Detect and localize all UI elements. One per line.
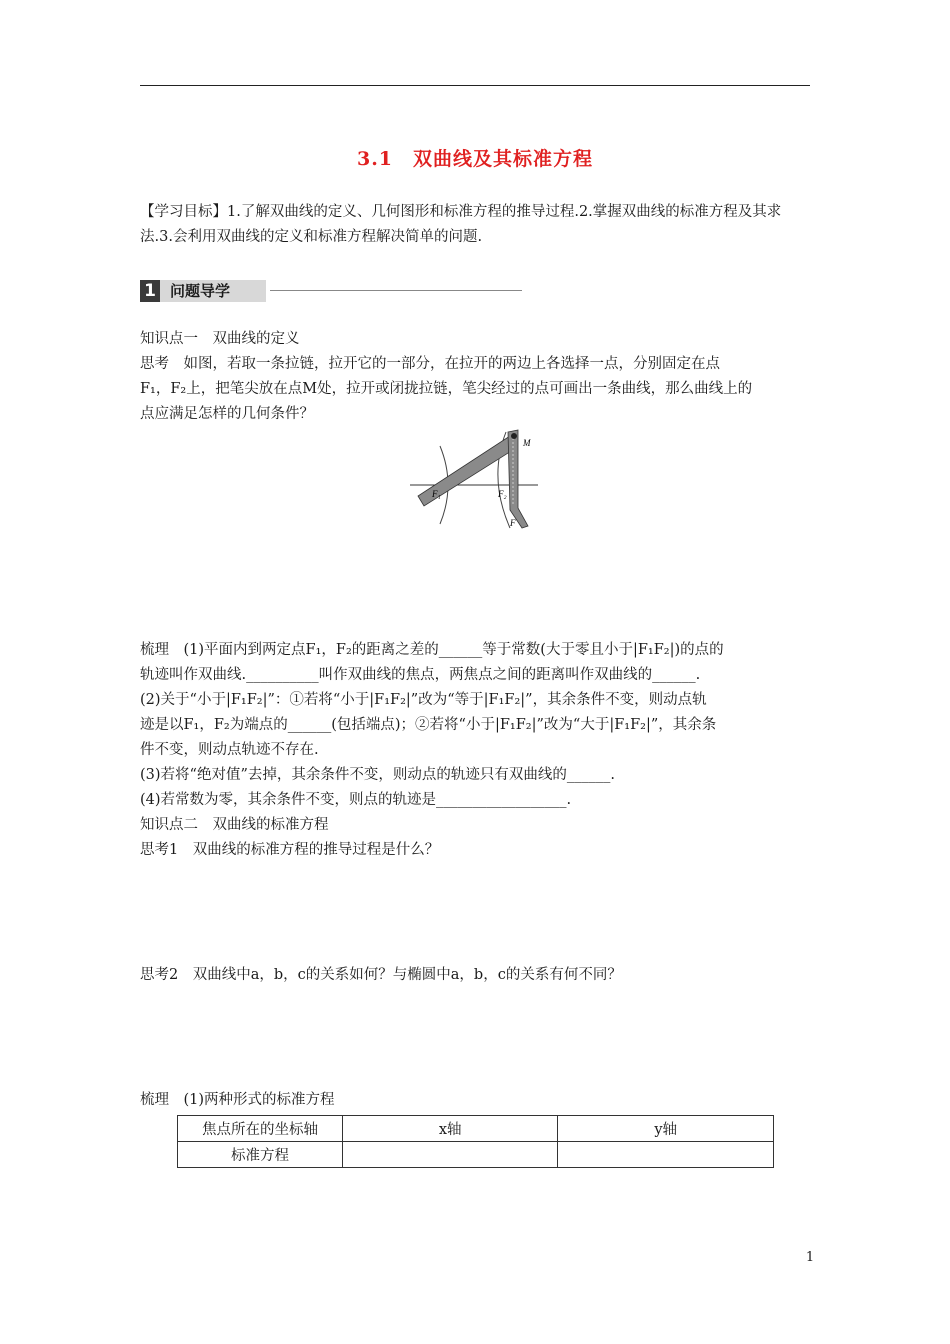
- table-header-cell: x轴: [342, 1116, 558, 1142]
- goals-text: 1.了解双曲线的定义、几何图形和标准方程的推导过程.2.掌握双曲线的标准方程及其求法.3.会利用双曲线的定义和标准方程解决简单的问题.: [140, 204, 782, 245]
- kp1-think-line3: 点应满足怎样的几何条件？: [140, 406, 314, 422]
- section-number: 1: [140, 280, 160, 302]
- pen-tip-m: [511, 433, 517, 439]
- page-title: 3.1 双曲线及其标准方程: [356, 148, 594, 170]
- table-cell: [342, 1142, 558, 1168]
- kp2-think2: 思考2 双曲线中a，b，c的关系如何？与椭圆中a，b，c的关系有何不同？: [140, 967, 622, 983]
- kp2-sort-title: 梳理 (1)两种形式的标准方程: [140, 1092, 335, 1108]
- kp1-sort-line6: (3)若将“绝对值”去掉，其余条件不变，则动点的轨迹只有双曲线的______.: [140, 767, 615, 783]
- kp1-think-line2: F₁，F₂上，把笔尖放在点M处，拉开或闭拢拉链，笔尖经过的点可画出一条曲线，那么曲线上的: [140, 381, 753, 397]
- table-cell: [558, 1142, 774, 1168]
- label-f2: F₂: [498, 489, 507, 499]
- kp1-sort-line5: 件不变，则动点轨迹不存在.: [140, 742, 319, 758]
- kp1-heading: 知识点一 双曲线的定义: [140, 331, 300, 347]
- kp1-sort-line7: (4)若常数为零，其余条件不变，则点的轨迹是__________________.: [140, 792, 572, 808]
- kp1-sort-line4: 迹是以F₁，F₂为端点的______(包括端点)；②若将“小于|F₁F₂|”改为“大于|F₁F₂|”，其余条: [140, 717, 717, 733]
- kp1-sort-line2: 轨迹叫作双曲线.__________叫作双曲线的焦点，两焦点之间的距离叫作双曲线的______.: [140, 667, 701, 683]
- zipper-figure: [410, 418, 540, 533]
- label-m: M: [523, 438, 531, 448]
- top-rule: [140, 85, 810, 86]
- kp2-think1: 思考1 双曲线的标准方程的推导过程是什么？: [140, 842, 440, 858]
- label-f1: F₁: [432, 489, 441, 499]
- table-header-cell: 焦点所在的坐标轴: [178, 1116, 343, 1142]
- kp1-think-line1: 思考 如图，若取一条拉链，拉开它的一部分，在拉开的两边上各选择一点，分别固定在点: [140, 356, 720, 372]
- page-number: 1: [805, 1250, 815, 1265]
- table-header-cell: y轴: [558, 1116, 774, 1142]
- label-f: F: [510, 518, 516, 528]
- standard-equation-table: [177, 1115, 774, 1168]
- table-row: [178, 1142, 774, 1168]
- kp1-sort-line3: (2)关于“小于|F₁F₂|”：①若将“小于|F₁F₂|”改为“等于|F₁F₂|”，其余条件不变，则动点轨: [140, 692, 707, 708]
- table-cell: 标准方程: [178, 1142, 343, 1168]
- section-label: 问题导学: [160, 280, 266, 302]
- kp2-heading: 知识点二 双曲线的标准方程: [140, 817, 329, 833]
- learning-goals: [140, 200, 810, 250]
- kp1-sort-line1: 梳理 (1)平面内到两定点F₁，F₂的距离之差的______等于常数(大于零且小于|F₁F₂|)的点的: [140, 642, 724, 658]
- table-row: [178, 1116, 774, 1142]
- goals-label: 【学习目标】: [140, 204, 227, 220]
- section-divider: [270, 290, 522, 291]
